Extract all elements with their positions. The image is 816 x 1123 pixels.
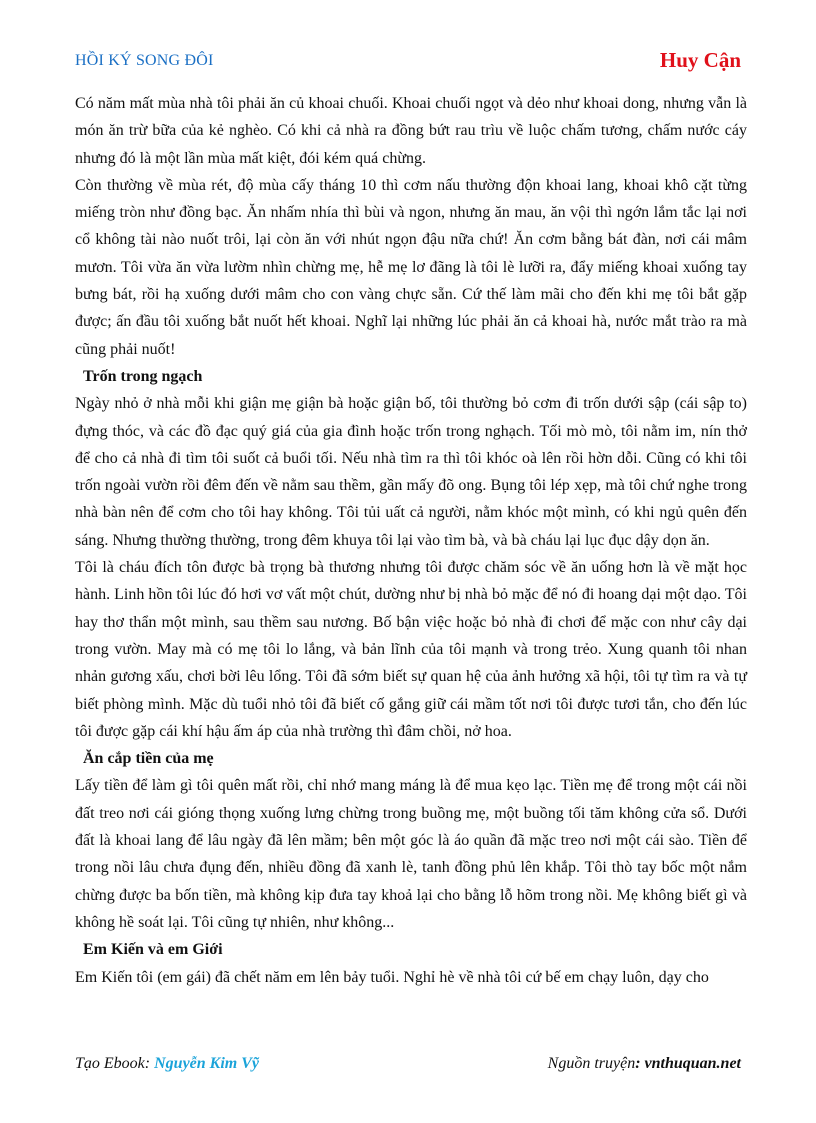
section-heading: Ăn cắp tiền của mẹ — [83, 750, 214, 768]
ebook-credit-sep: : — [144, 1055, 155, 1072]
paragraph: Lấy tiền để làm gì tôi quên mất rồi, chỉ nhớ mang máng là để mua kẹo lạc. Tiền mẹ để trong một cái nồi đất treo nơi cái gióng thọng xuống lưng chừng trong buồng mẹ, một buồng tối tăm không cửa sổ. Dưới đất là khoai lang để lâu ngày đã lên mầm; bên một góc là áo quần đã mặc treo nơi một cái sào. Tiền để trong nồi lâu chưa đụng đến, nhiều đồng đã xanh lè, tanh đồng phủ lên khắp. Tôi thò tay bốc một nắm chừng được ba bốn tiền, mà không kịp đưa tay khoả lại cho bằng lỗ hõm trong nồi. Mẹ không biết gì và không hề soát lại. Tôi cũng tự nhiên, như không... — [75, 777, 747, 931]
author-name: Huy Cận — [659, 48, 741, 72]
source-sep: : — [635, 1055, 645, 1072]
paragraph: Còn thường về mùa rét, độ mùa cấy tháng 10 thì cơm nấu thường độn khoai lang, khoai khô cặt từng miếng tròn như đồng bạc. Ăn nhấm nhía thì bùi và ngon, nhưng ăn mau, ăn vội thì ngớn lắm tắc lại nơi cổ không tài nào nuốt trôi, lại còn ăn với nhút ngọn đậu nữa chứ! Ăn cơm bằng bát đàn, nơi cái mâm mươn. Tôi vừa ăn vừa lườm nhìn chừng mẹ, hễ mẹ lơ đãng là tôi lè lưỡi ra, đẩy miếng khoai xuống tay bưng bát, rồi hạ xuống dưới mâm cho con vàng chực sẵn. Cứ thế làm mãi cho đến khi mẹ tôi bắt gặp được; ấn đầu tôi xuống bắt nuốt hết khoai. Nghĩ lại những lúc phải ăn cả khoai hà, nước mắt trào ra mà cũng phải nuốt! — [75, 176, 747, 358]
section-heading: Trốn trong ngạch — [83, 367, 203, 385]
page-content — [75, 90, 747, 991]
paragraph: Tôi là cháu đích tôn được bà trọng bà thương nhưng tôi được chăm sóc về ăn uống hơn là về mặt học hành. Linh hồn tôi lúc đó hơi vơ vất một chút, dường như bị nhà bỏ mặc để nó đi hoang dại một dạo. Tôi hay thơ thẩn một mình, sau thềm sau nương. Bố bận việc hoặc bỏ nhà đi chơi để mặc con như cây dại trong vườn. May mà có mẹ tôi lo lắng, và bản lĩnh của tôi mạnh và trong trẻo. Xung quanh tôi nhan nhản gương xấu, chơi bời lêu lổng. Tôi đã sớm biết sự quan hệ của ảnh hưởng xã hội, tôi tự tìm ra và tự biết phòng mình. Mặc dù tuổi nhỏ tôi đã biết cố gắng giữ cái mầm tốt nơi tôi được tươi tắn, cho đến lúc tôi được gặp cái khí hậu ấm áp của nhà trường thì đâm chồi, nở hoa. — [75, 559, 747, 740]
source-label: Nguồn truyện — [547, 1055, 636, 1072]
paragraph: Ngày nhỏ ở nhà mỗi khi giận mẹ giận bà hoặc giận bố, tôi thường bỏ cơm đi trốn dưới sập (cái sập to) đựng thóc, và các đồ đạc quý giá của gia đình hoặc trốn trong nghạch. Tối mò mò, tôi nằm im, nín thở để cho cả nhà đi tìm tôi suốt cả buổi tối. Nếu nhà tìm ra thì tôi khóc oà lên rồi hờn dỗi. Cũng có khi tôi trốn ngoài vườn rồi đêm đến về nằm sau thềm, gần mấy đõ ong. Bụng tôi lép xẹp, mà tôi chứ nghe trong nhà bàn nên để cơm cho tôi hay không. Tôi tủi uất cả người, nằm khóc một mình, có khi ngủ quên đến sáng. Nhưng thường thường, trong đêm khuya tôi lại vào tìm bà, và bà cháu lại lục đục dậy dọn ăn. — [75, 395, 747, 549]
ebook-maker-name: Nguyễn Kim Vỹ — [154, 1055, 259, 1072]
paragraph: Em Kiến tôi (em gái) đã chết năm em lên bảy tuổi. Nghỉ hè về nhà tôi cứ bế em chạy luôn, dạy cho — [75, 968, 709, 986]
book-title: HỒI KÝ SONG ĐÔI — [75, 52, 214, 69]
ebook-credit — [75, 1055, 259, 1073]
page-header — [75, 48, 741, 76]
source-credit — [548, 1055, 741, 1073]
section-heading: Em Kiến và em Giới — [83, 941, 223, 959]
source-site: vnthuquan.net — [644, 1055, 741, 1072]
paragraph: Có năm mất mùa nhà tôi phải ăn củ khoai chuối. Khoai chuối ngọt và dẻo như khoai dong, nhưng vẫn là món ăn trừ bữa của kẻ nghèo. Có khi cả nhà ra đồng bứt rau trìu về luộc chấm tương, chấm nước cáy nhưng đó là một lần mùa mất kiệt, đói kém quá chừng. — [75, 95, 747, 167]
ebook-credit-label: Tạo Ebook — [75, 1055, 145, 1072]
